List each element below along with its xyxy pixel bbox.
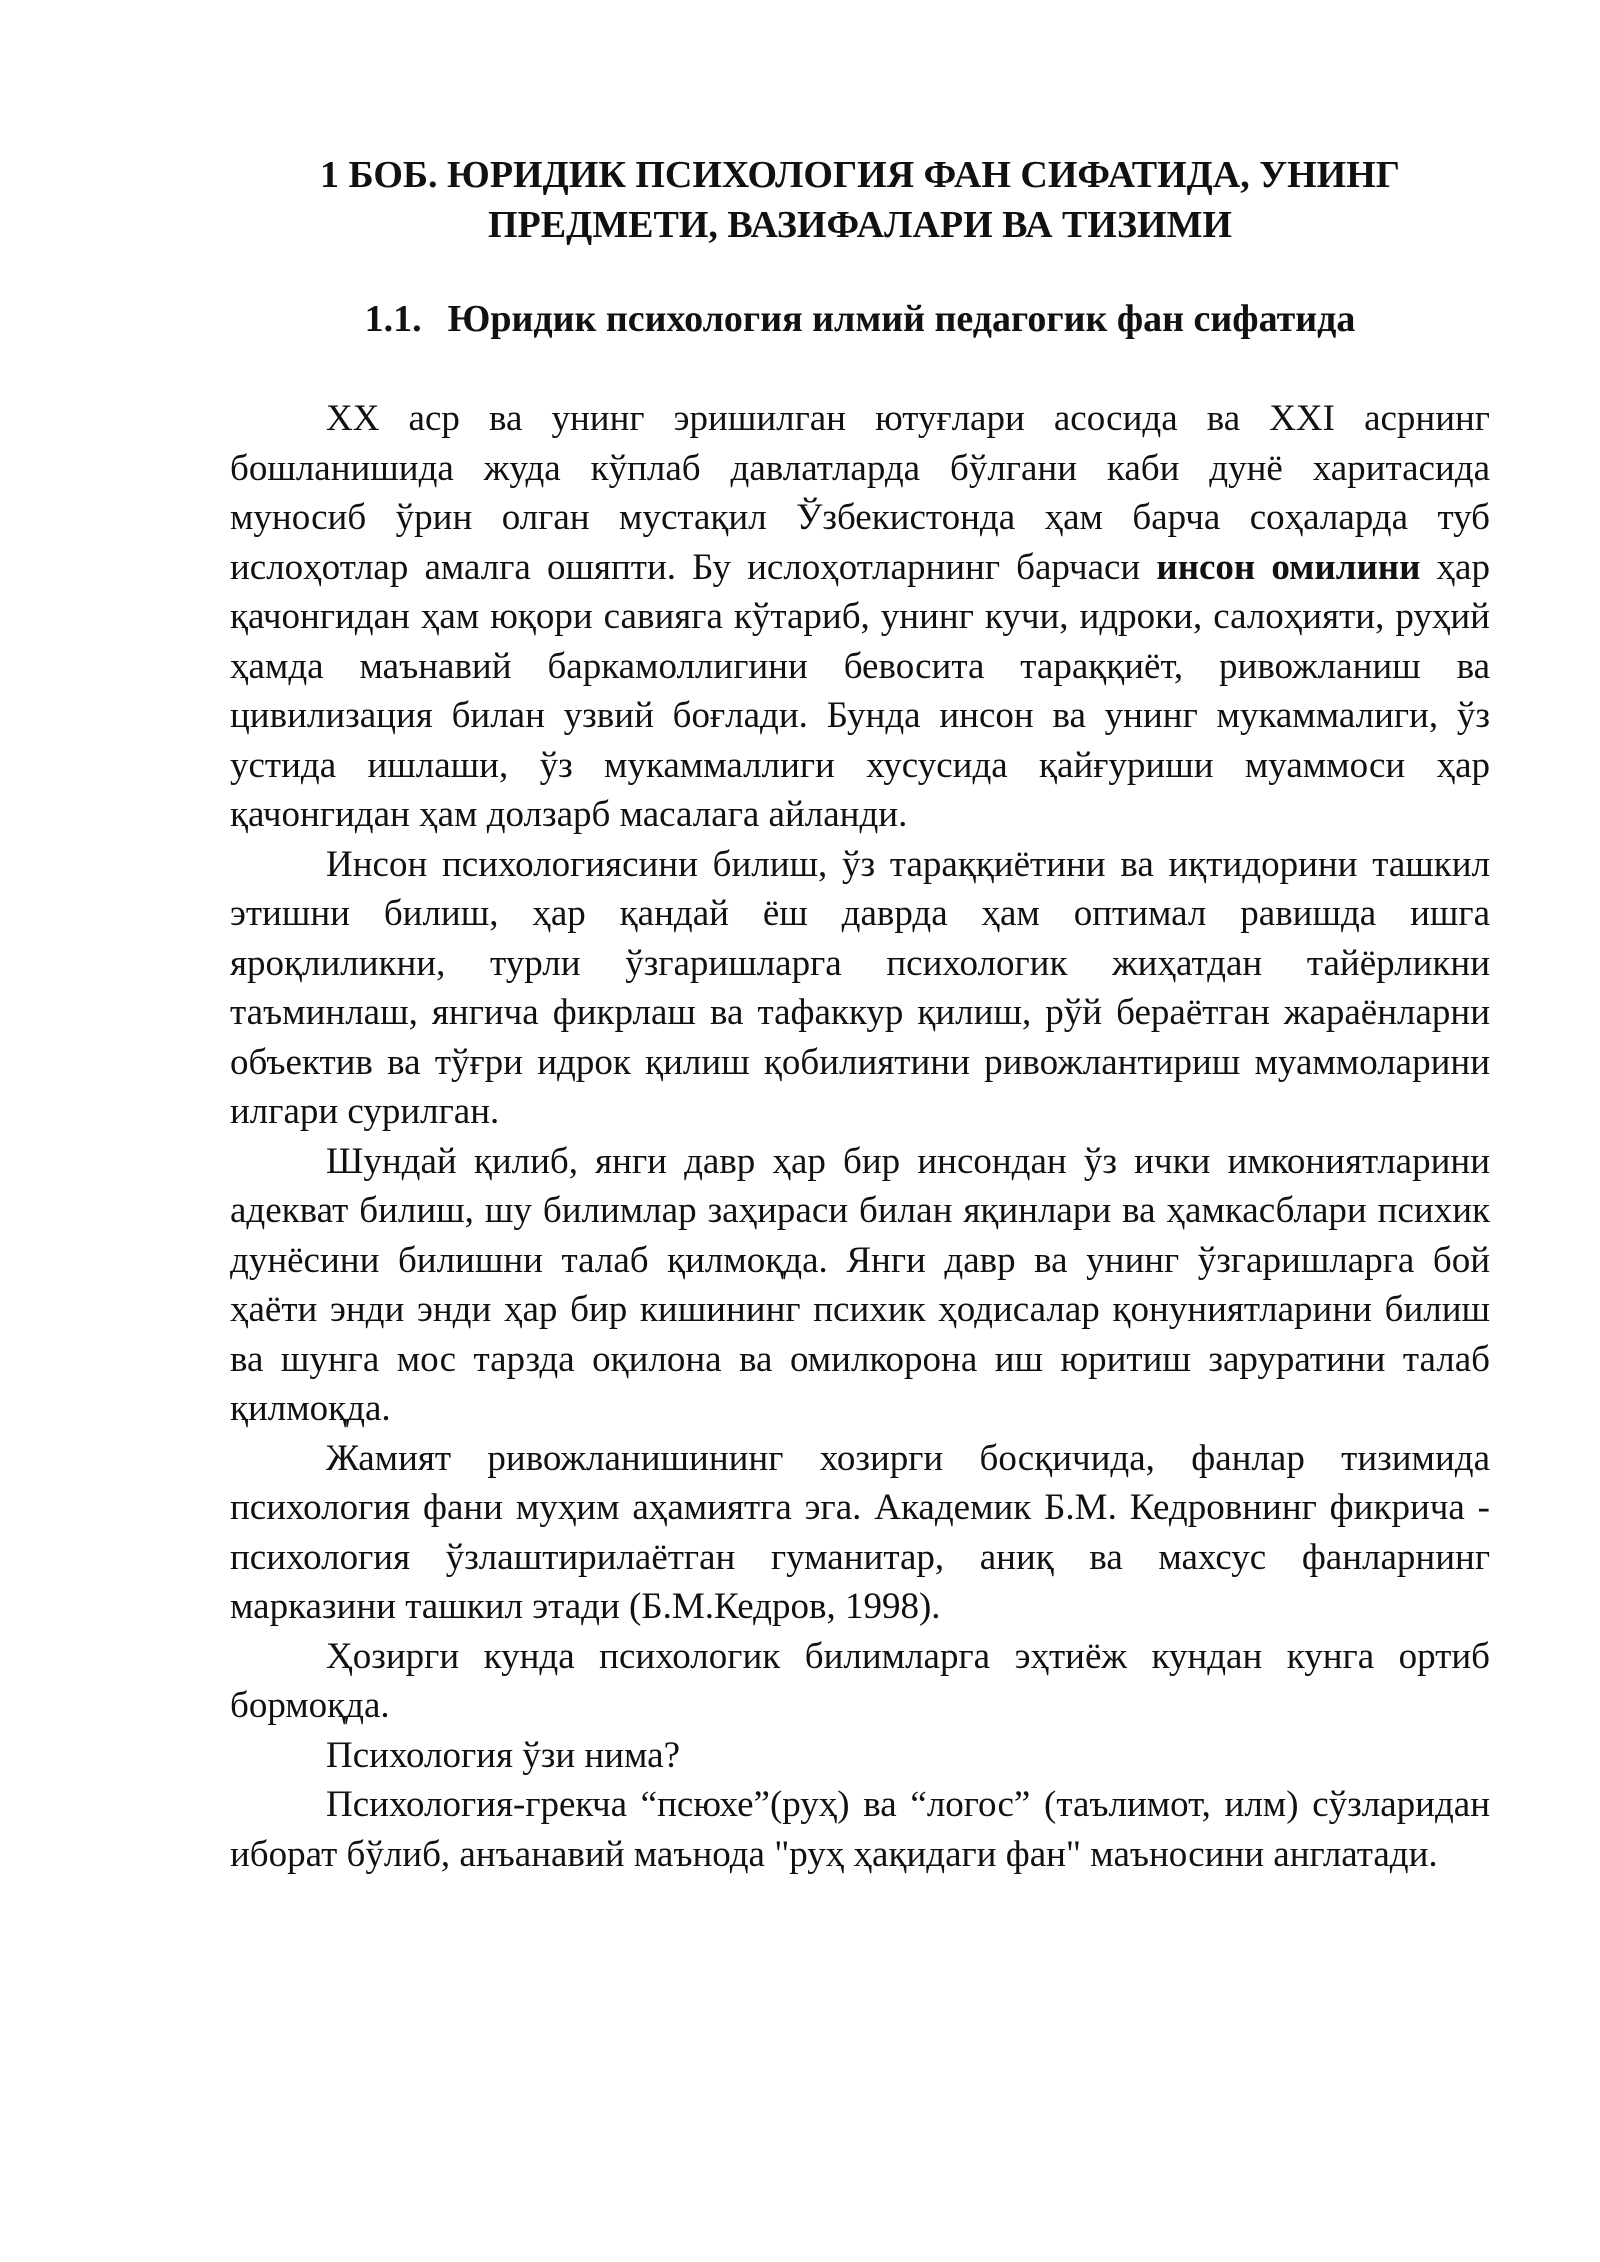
paragraph-7: Психология-грекча “псюхе”(руҳ) ва “логос” (таълимот, илм) сўзларидан иборат бўлиб, анъанавий маънода "руҳ ҳақидаги фан" маъносини англатади. <box>230 1784 1490 1875</box>
paragraph-3: Шундай қилиб, янги давр ҳар бир инсондан ўз ички имкониятларини адекват билиш, шу билимлар заҳираси билан яқинлари ва ҳамкасблари психик дунёсини билишни талаб қилмоқда. Янги давр ва унинг ўзгаришларга бой ҳаёти энди энди ҳар бир кишининг психик ҳодисалар қонуниятларини билиш ва шунга мос тарзда оқилона ва омилкорона иш юритиш заруратини талаб қилмоқда. <box>230 1140 1490 1429</box>
section-title-text: Юридик психология илмий педагогик фан сифатида <box>447 298 1356 340</box>
paragraph-1-bold-phrase: инсон омилини <box>1156 546 1421 588</box>
section-number: 1.1. <box>364 298 422 340</box>
paragraph-6: Психология ўзи нима? <box>326 1734 681 1776</box>
paragraph-5: Ҳозирги кунда психологик билимларга эҳтиёж кундан кунга ортиб бормоқда. <box>230 1635 1490 1726</box>
paragraph-4: Жамият ривожланишининг хозирги босқичида, фанлар тизимида психология фани муҳим аҳамиятга эга. Академик Б.М. Кедровнинг фикрича - психология ўзлаштирилаётган гуманитар, аниқ ва махсус фанларнинг марказини ташкил этади (Б.М.Кедров, 1998). <box>230 1437 1490 1627</box>
paragraph-2: Инсон психологиясини билиш, ўз тараққиётини ва иқтидорини ташкил этишни билиш, ҳар қандай ёш даврда ҳам оптимал равишда ишга яроқлиликни, турли ўзгаришларга психологик жиҳатдан тайёрликни таъминлаш, янгича фикрлаш ва тафаккур қилиш, рўй бераётган жараёнларни объектив ва тўғри идрок қилиш қобилиятини ривожлантириш муаммоларини илгари сурилган. <box>230 843 1490 1132</box>
paragraph-1 <box>230 394 1490 840</box>
document-page <box>230 150 1490 1879</box>
section-title <box>230 294 1490 344</box>
chapter-title: 1 БОБ. ЮРИДИК ПСИХОЛОГИЯ ФАН СИФАТИДА, УНИНГ ПРЕДМЕТИ, ВАЗИФАЛАРИ ВА ТИЗИМИ <box>320 154 1400 246</box>
paragraph-1-start: XX аср ва унинг эришилган ютуғлари асосида ва XXI асрнинг бошланишида жуда кўплаб давлатларда бўлгани каби дунё харитасида муносиб ўрин олган мустақил Ўзбекистонда ҳам барча соҳаларда туб ислоҳотлар амалга ошяпти. Бу ислоҳотларнинг барчаси <box>230 398 1490 588</box>
paragraph-1-end: ҳар қачонгидан ҳам юқори савияга кўтариб, унинг кучи, идроки, салоҳияти, руҳий ҳамда маънавий баркамоллигини бевосита тараққиёт, ривожланиш ва цивилизация билан узвий боғлади. Бунда инсон ва унинг мукаммалиги, ўз устида ишлаши, ўз мукаммаллиги хусусида қайғуриши муаммоси ҳар қачонгидан ҳам долзарб масалага айланди. <box>230 546 1490 835</box>
